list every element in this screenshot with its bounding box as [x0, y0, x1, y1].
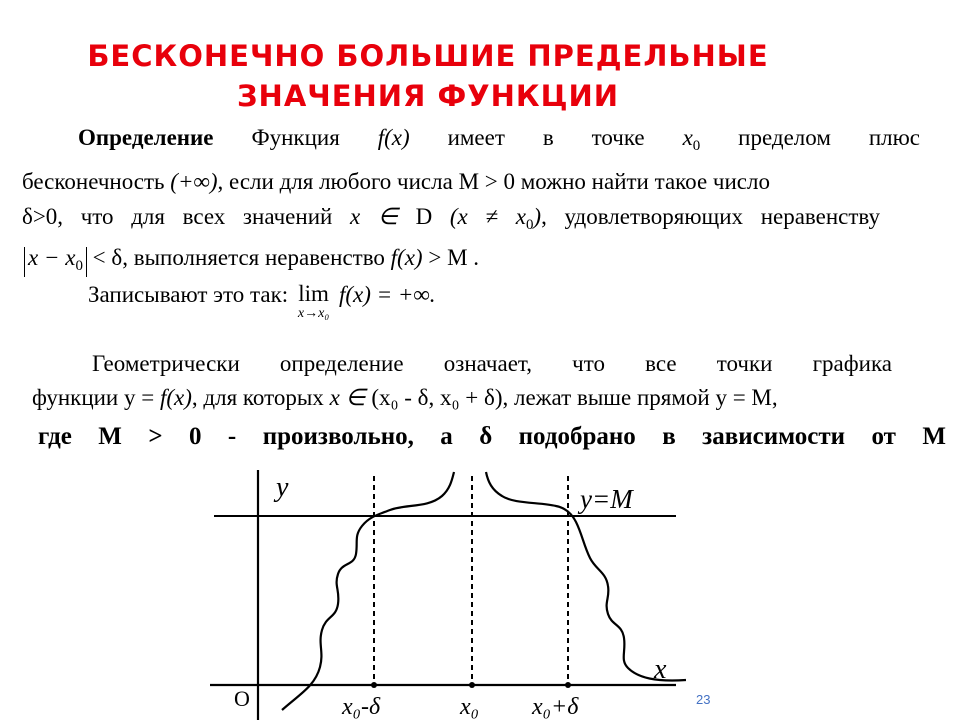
definition-l1-b: имеет в точке — [447, 125, 645, 150]
tick-dot-center — [469, 682, 475, 688]
definition-l4-abs-sub: 0 — [75, 258, 83, 275]
definition-l2-inf: (+∞) — [170, 169, 218, 194]
line-label: y=M — [580, 484, 633, 514]
tick-label-left: x₀-δ — [342, 694, 381, 720]
slide-title — [0, 36, 856, 116]
definition-l3-cond-a: (x ≠ x — [449, 204, 526, 229]
definition-l4-f: f(x) — [390, 245, 423, 270]
slide-title-line-2: ЗНАЧЕНИЯ ФУНКЦИИ — [236, 79, 620, 113]
definition-l3-cond — [449, 204, 542, 234]
definition-line-4 — [24, 244, 479, 277]
definition-l3-xin: x ∈ — [350, 204, 398, 229]
definition-l2-b: , если для любого числа М > 0 можно найти такое число — [217, 169, 770, 194]
page-number: 23 — [696, 692, 711, 707]
definition-line-5 — [88, 281, 436, 324]
definition-line-1 — [78, 124, 920, 160]
definition-l4-c: > M . — [428, 245, 480, 270]
definition-l3-cond-sub: 0 — [525, 217, 534, 234]
limit-word: lim — [298, 281, 329, 306]
definition-l3-b: , удовлетворяющих неравенству — [541, 204, 881, 229]
geometry-line-3: где M > 0 - произвольно, а δ подобрано в зависимости от M — [38, 423, 946, 450]
geometry-l2-c: (x₀ - δ, x₀ + δ), лежат выше прямой y = M, — [371, 385, 778, 410]
definition-l1-x0-base: x — [682, 125, 693, 150]
geometry-l2-f: f(x) — [159, 385, 192, 410]
curve-left-branch — [282, 472, 454, 710]
geometry-l2-b: , для которых — [191, 385, 324, 410]
origin-label: O — [234, 686, 250, 711]
definition-l4-abs — [24, 247, 87, 277]
y-axis-label: y — [276, 472, 289, 503]
definition-line-3 — [22, 203, 880, 239]
x-axis-label: x — [654, 654, 667, 685]
definition-l3-D: D — [415, 204, 433, 229]
definition-l4-b: < δ, выполняется неравенство — [92, 245, 385, 270]
definition-l5-a: Записывают это так: — [88, 282, 289, 307]
geometry-line-1: Геометрически определение означает, что все точки графика — [92, 351, 892, 376]
definition-l2-a: бесконечность — [22, 169, 165, 194]
definition-term: Определение — [78, 125, 214, 150]
definition-l1-x0-sub: 0 — [692, 138, 701, 155]
tick-dot-left — [371, 682, 377, 688]
slide-title-line-1: БЕСКОНЕЧНО БОЛЬШИЕ ПРЕДЕЛЬНЫЕ — [87, 39, 769, 73]
definition-l3-a: δ>0, что для всех значений — [22, 204, 333, 229]
definition-l4-abs-a: x − x — [28, 245, 76, 270]
definition-l1-x0 — [682, 125, 701, 155]
definition-l1-a: Функция — [251, 125, 340, 150]
geometry-l2-x: x ∈ — [329, 385, 366, 410]
definition-l1-c: пределом плюс — [738, 125, 920, 150]
limit-operator — [297, 281, 330, 324]
geometry-l2-a: функции y = — [32, 385, 155, 410]
limit-subscript: x→x₀ — [297, 306, 330, 321]
definition-line-2 — [22, 168, 770, 196]
geometry-line-2 — [32, 384, 778, 412]
definition-l3-cond-end: ) — [533, 204, 542, 229]
tick-dot-right — [565, 682, 571, 688]
tick-label-center: x₀ — [460, 694, 479, 720]
tick-label-right: x₀+δ — [532, 694, 579, 720]
definition-l1-f: f(x) — [377, 125, 410, 150]
function-graph — [210, 462, 686, 720]
definition-l5-expr: f(x) = +∞. — [338, 282, 436, 307]
